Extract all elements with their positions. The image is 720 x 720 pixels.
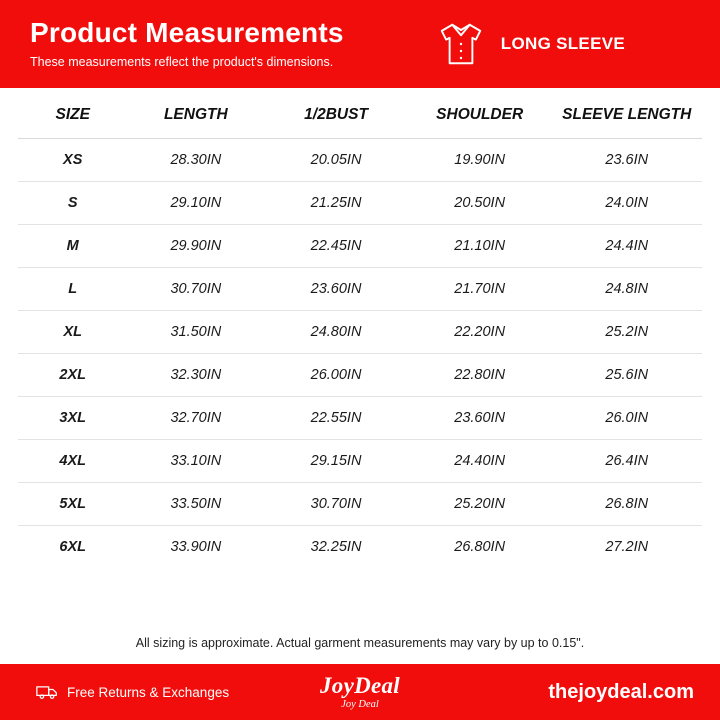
cell-shoulder: 23.60IN — [408, 397, 552, 440]
measurements-table-container — [0, 88, 720, 620]
cell-sleeve: 25.6IN — [551, 354, 702, 397]
table-row — [18, 354, 702, 397]
table-row — [18, 139, 702, 182]
cell-shoulder: 21.10IN — [408, 225, 552, 268]
cell-shoulder: 26.80IN — [454, 539, 506, 555]
table-row — [18, 483, 702, 526]
cell-length: 33.10IN — [127, 440, 264, 483]
table-row — [18, 268, 702, 311]
cell-half-bust: 23.60IN — [264, 268, 408, 311]
cell-size: 6XL — [59, 539, 87, 555]
cell-half-bust: 29.15IN — [264, 440, 408, 483]
garment-type-label: LONG SLEEVE — [500, 34, 625, 53]
cell-sleeve: 24.0IN — [551, 182, 702, 225]
brand-tagline: Joy Deal — [341, 698, 379, 710]
cell-sleeve: 26.4IN — [551, 440, 702, 483]
cell-length: 31.50IN — [127, 311, 264, 354]
delivery-truck-icon — [36, 684, 58, 700]
cell-sleeve: 23.6IN — [551, 139, 702, 182]
cell-shoulder: 22.80IN — [408, 354, 552, 397]
cell-half-bust: 21.25IN — [264, 182, 408, 225]
cell-shoulder: 22.20IN — [408, 311, 552, 354]
page-title: Product Measurements — [30, 17, 344, 49]
cell-size: 2XL — [18, 354, 127, 397]
cell-size: L — [18, 268, 127, 311]
cell-size: 4XL — [18, 440, 127, 483]
footer-website: thejoydeal.com — [548, 680, 694, 703]
cell-size: 3XL — [18, 397, 127, 440]
long-sleeve-shirt-icon — [433, 16, 489, 72]
table-row — [18, 440, 702, 483]
column-header-length: LENGTH — [127, 88, 264, 139]
cell-size: XL — [18, 311, 127, 354]
cell-shoulder: 25.20IN — [408, 483, 552, 526]
page-subtitle: These measurements reflect the product's dimensions. — [30, 55, 334, 70]
cell-sleeve: 27.2IN — [605, 539, 649, 555]
cell-half-bust: 30.70IN — [264, 483, 408, 526]
column-header-sleeve-length: SLEEVE LENGTH — [551, 88, 702, 139]
cell-sleeve: 25.2IN — [551, 311, 702, 354]
column-header-half-bust: 1/2BUST — [264, 88, 408, 139]
table-row — [18, 397, 702, 440]
cell-length: 33.50IN — [127, 483, 264, 526]
brand-name: JoyDeal — [319, 672, 401, 698]
table-header-row — [18, 88, 702, 139]
cell-half-bust: 26.00IN — [264, 354, 408, 397]
cell-shoulder: 21.70IN — [408, 268, 552, 311]
cell-sleeve: 26.8IN — [551, 483, 702, 526]
cell-half-bust: 20.05IN — [264, 139, 408, 182]
table-row — [18, 182, 702, 225]
cell-length: 32.30IN — [127, 354, 264, 397]
cell-half-bust: 24.80IN — [264, 311, 408, 354]
column-header-size: SIZE — [18, 88, 127, 139]
cell-size: XS — [18, 139, 127, 182]
cell-half-bust: 22.45IN — [264, 225, 408, 268]
cell-size: M — [18, 225, 127, 268]
header-banner — [0, 0, 720, 88]
column-header-shoulder: SHOULDER — [408, 88, 552, 139]
cell-half-bust: 22.55IN — [264, 397, 408, 440]
cell-length: 30.70IN — [127, 268, 264, 311]
table-header — [18, 88, 702, 139]
measurements-table — [18, 88, 702, 568]
cell-length: 33.90IN — [170, 539, 222, 555]
cell-length: 32.70IN — [127, 397, 264, 440]
cell-length: 28.30IN — [127, 139, 264, 182]
sizing-disclaimer: All sizing is approximate. Actual garment measurements may vary by up to 0.15". — [135, 636, 585, 650]
cell-size: S — [18, 182, 127, 225]
cell-length: 29.10IN — [127, 182, 264, 225]
footer-returns-group — [0, 684, 229, 700]
table-row — [18, 526, 702, 569]
table-row — [18, 311, 702, 354]
cell-size: 5XL — [18, 483, 127, 526]
cell-shoulder: 19.90IN — [408, 139, 552, 182]
cell-sleeve: 26.0IN — [551, 397, 702, 440]
garment-type-group — [433, 0, 625, 88]
table-body — [18, 139, 702, 569]
table-row — [18, 225, 702, 268]
cell-half-bust: 32.25IN — [310, 539, 362, 555]
header-text-group — [0, 18, 344, 70]
cell-length: 29.90IN — [127, 225, 264, 268]
cell-sleeve: 24.8IN — [551, 268, 702, 311]
footer-banner — [0, 664, 720, 720]
cell-sleeve: 24.4IN — [551, 225, 702, 268]
footer-returns-label: Free Returns & Exchanges — [67, 684, 230, 700]
cell-shoulder: 20.50IN — [408, 182, 552, 225]
cell-shoulder: 24.40IN — [408, 440, 552, 483]
